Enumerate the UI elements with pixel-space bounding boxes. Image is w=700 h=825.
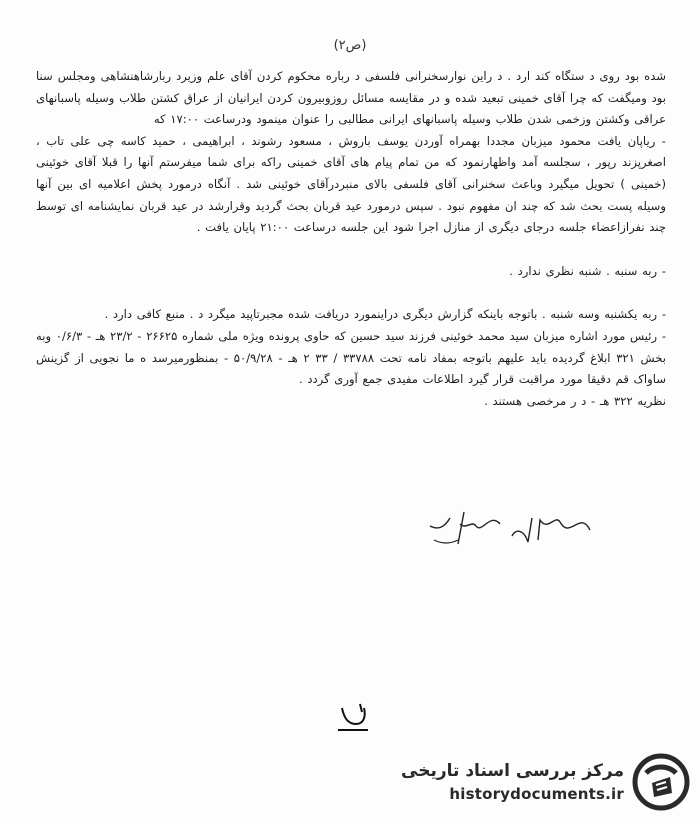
paragraph-gap	[36, 239, 666, 261]
archive-emblem-icon	[632, 753, 690, 811]
handwritten-mark	[330, 700, 380, 736]
paragraph-1: شده بود روی د ستگاه کند ارد . د راین نوارسخنرانی فلسفی د رباره محکوم کردن آقای علم وزیرد ربارشاهنشاهی ومجلس سنا بود ومیگفت که چرا آقای خمینی تبعید شده و در مقایسه مسائل روزوبیرون کردن ایرانیان از عراق کشتن طلاب وسیله پاسبانهای عراقی وکشتن وزخمی شدن طلاب وسیله پاسبانهای ایرانی مطالبی را عنوان مینمود ودرساعت ۱۷:۰۰ که	[36, 69, 666, 127]
paragraph-2: - ریاپان یافت محمود میزبان مجددا بهمراه آوردن یوسف باروش ، مسعود رشوند ، ابراهیمی ، حمید کاسه چی علی تاب ، اصغرپزند رپور ، سجلسه آمد واظهارنمود که من تمام پیام های آقای خمینی راکه برای شما میفرستم آنها را قبلا آقای خوئینی (خمینی ) تحویل میگیرد وباعث سخنرانی آقای فلسفی بالای منبردرآقای خوئینی شد . آنگاه درمورد پخش اعلامیه ای بین آنها وسیله پست بحث شد که چند ان مفهوم نبود . سپس درمورد عید قربان بحث گردید وقرارشد در عید قربان نمایشنامه ای توسط چند نفرازاعضاء جلسه درجای دیگری از منازل اجرا شود این جلسه درساعت ۲۱:۰۰ پایان یافت .	[36, 133, 666, 235]
archive-logo	[390, 745, 690, 819]
archive-logo-text	[390, 759, 632, 805]
paragraph-3: - ربه سنبه . شنبه نظری ندارد .	[509, 263, 666, 278]
archive-url: historydocuments.ir	[449, 785, 624, 803]
paragraph-6: نظریه ۳۲۲ هـ - د ر مرخصی هستند .	[484, 393, 666, 408]
page-number: (ص۲)	[333, 38, 367, 53]
paragraph-5: - رئیس مورد اشاره میزبان سید محمد خوئینی فرزند سید حسین که حاوی پرونده ویژه ملی شماره ۲۶۶۲۵ - ۲۳/۲ هـ - ۰/۶/۳ وبه بخش ۳۲۱ ابلاغ گردیده باید علیهم باتوجه بمفاد نامه تحت ۳۳۷۸۸ / ۳۳ ۲ هـ - ۵۰/۹/۲۸ - بمنظورمیرسد ه ما نجویی از گزینش ساواک قم دقیقا مورد مراقبت قرار گیرد اطلاعات مفیدی جمع آوری گردد .	[36, 328, 667, 387]
archive-name: مرکز بررسی اسناد تاریخی	[401, 761, 624, 781]
handwritten-signature	[420, 500, 610, 560]
paragraph-gap	[36, 282, 666, 304]
handwritten-mark-icon	[330, 700, 380, 736]
signature-scribble-icon	[420, 500, 610, 560]
paragraph-4: - ربه یکشنبه وسه شنبه . باتوجه باینکه گزارش دیگری دراینمورد دریافت شده مجبرتاپید میگرد د . منبع کافی دارد .	[104, 307, 666, 322]
document-body	[36, 66, 666, 412]
